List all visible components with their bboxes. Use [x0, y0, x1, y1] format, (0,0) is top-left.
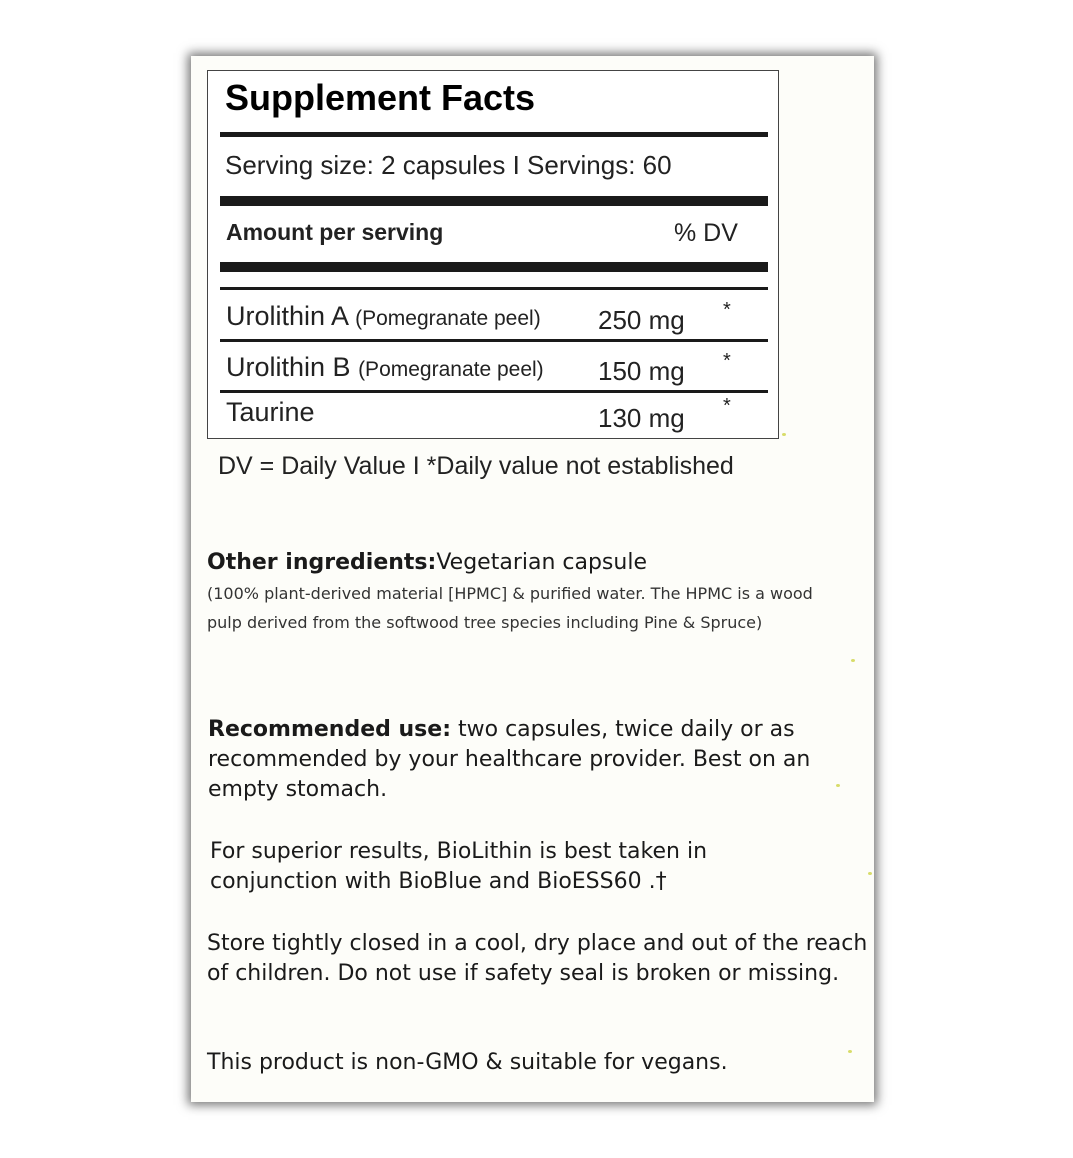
ingredient-amount: 130 mg [598, 403, 685, 433]
ingredient-dv: * [723, 350, 731, 372]
other-ingredients-heading: Other ingredients: [207, 550, 437, 575]
ingredient-dv: * [723, 395, 731, 417]
ingredient-row [226, 397, 766, 441]
percent-dv-label: % DV [674, 219, 738, 247]
facts-title: Supplement Facts [225, 77, 536, 118]
decorative-speck [836, 784, 840, 787]
divider [220, 339, 768, 342]
divider [220, 132, 768, 137]
superior-results-note: For superior results, BioLithin is best taken in conjunction with BioBlue and BioESS60 .† [210, 839, 708, 894]
amount-per-serving-label: Amount per serving [226, 219, 444, 245]
decorative-speck [868, 872, 872, 875]
storage-instructions: Store tightly closed in a cool, dry place and out of the reach of children. Do not use if safety seal is broken or missing. [207, 931, 868, 986]
divider-thick [220, 196, 768, 206]
ingredient-dv: * [723, 299, 731, 321]
recommended-use-text: two capsules, twice daily or as recommended by your healthcare provider. Best on an empty stomach. [208, 717, 811, 802]
ingredient-source: (Pomegranate peel) [355, 307, 541, 330]
supplement-facts-panel [207, 70, 779, 439]
supplement-label-card [191, 56, 874, 1102]
other-ingredients-detail: (100% plant-derived material [HPMC] & purified water. The HPMC is a wood pulp derived from the softwood tree species including Pine & Spruce) [207, 584, 813, 632]
ingredient-name: Urolithin B (Pomegranate peel) [226, 352, 544, 382]
decorative-speck [851, 659, 855, 662]
other-ingredients-text: Vegetarian capsule [436, 550, 647, 575]
ingredient-source: (Pomegranate peel) [358, 358, 544, 381]
divider [220, 390, 768, 393]
ingredient-name: Urolithin A (Pomegranate peel) [226, 301, 541, 331]
recommended-use-heading: Recommended use: [208, 717, 451, 742]
serving-info: Serving size: 2 capsules I Servings: 60 [225, 150, 672, 180]
dv-footnote: DV = Daily Value I *Daily value not established [218, 452, 734, 480]
vegan-statement: This product is non-GMO & suitable for vegans. [207, 1050, 728, 1075]
decorative-speck [782, 433, 786, 436]
divider [220, 287, 768, 290]
ingredient-amount: 250 mg [598, 305, 685, 335]
other-ingredients [207, 550, 867, 637]
decorative-speck [848, 1050, 852, 1053]
ingredient-name: Taurine [226, 397, 315, 427]
divider-thick [220, 262, 768, 272]
recommended-use [208, 715, 868, 805]
ingredient-amount: 150 mg [598, 356, 685, 386]
